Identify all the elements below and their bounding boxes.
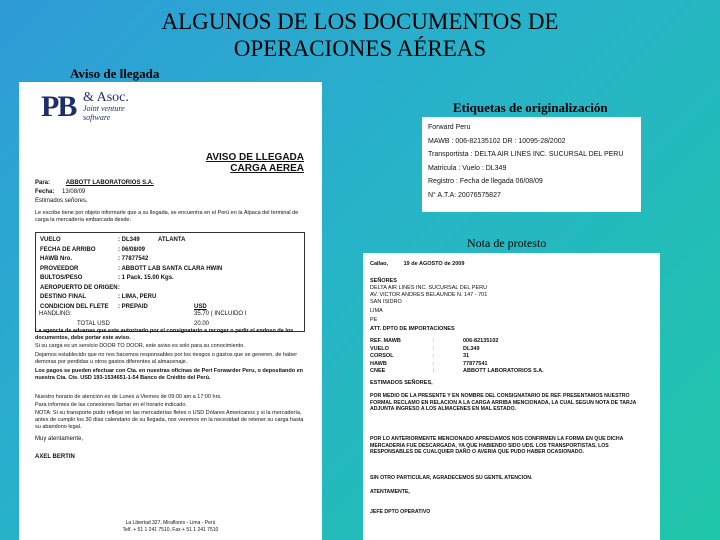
nota-p2: POR LO ANTERIORMENTE MENCIONADO APRECIAMOS NOS CONFIRMEN LA FORMA EN QUE DICHA MERCADERIA FUE DESCARGADA, YA QUE HABIENDO SIDO UDS. LOS TRANSPORTISTAS, LOS RESPONSABLES DE CUALQUIER DAÑO O AVERIA QUE PUDO HABER OCASIONADO.	[370, 436, 624, 455]
nota-p5: JEFE DPTO OPERATIVO	[370, 509, 431, 515]
nota-senores: SEÑORES	[370, 278, 397, 284]
nota-ref-value: 77877541	[463, 360, 488, 367]
fecha-label: Fecha:	[35, 189, 55, 195]
shipment-field-row	[40, 275, 174, 281]
aviso-heading-line2: CARGA AEREA	[230, 163, 304, 174]
label-nota: Nota de protesto	[467, 236, 547, 250]
shipment-field-row	[40, 303, 148, 310]
total-row	[77, 321, 210, 327]
nota-ref-colon: :	[433, 338, 435, 344]
aviso-p2: Si su carga es un servicio DOOR TO DOOR, este aviso es solo para su conocimiento.	[35, 343, 245, 349]
usd-label: USD	[194, 304, 207, 310]
etiqueta-row: Forward Peru	[428, 124, 471, 131]
shipment-field-value: : LIMA, PERU	[118, 294, 157, 300]
nota-estimados: ESTIMADOS SEÑORES,	[370, 380, 433, 386]
total-value: 20.00	[194, 321, 210, 327]
nota-ref-value: DL349	[463, 345, 480, 352]
nota-addr1: DELTA AIR LINES INC. SUCURSAL DEL PERU	[370, 285, 488, 291]
handling-value: 35.70 ( INCLUIDO I	[194, 311, 247, 317]
shipment-field-row	[40, 265, 223, 272]
nota-ref-key: CORSOL	[370, 353, 394, 359]
nota-addr3: SAN ISIDRO	[370, 299, 402, 305]
aviso-intro: Le escribe tiene por objeto informarle que a su llegada, se encuentra en el Perú en la Alpaca del terminal de carga la mercadería embarcada desde:	[35, 210, 299, 223]
nota-addr5: PE	[370, 317, 378, 323]
aviso-p1: La agencia de aduanas que este autorizado por el consignatario a recoger o pedir el endoso de los documentos, debe portar este aviso.	[35, 328, 294, 341]
aviso-p7: NOTA: Si su transporte pudo reflejar en las mercaderías fletes o USD Dólares Americanos y si la mercadería, antes de cumplir los 30 días calendario de su llegada, nos veremos en la necesidad de retener su carga hasta su abandono legal.	[35, 410, 304, 430]
slide-title-line1: ALGUNOS DE LOS DOCUMENTOS DE	[161, 9, 559, 34]
shipment-field-value: :	[118, 284, 120, 291]
etiquetas-document	[422, 117, 641, 212]
nota-addr2: AV. VICTOR ANDRES BELAUNDE N. 147 - 701	[370, 292, 488, 298]
etiqueta-row: Matricula : Vuelo : DL349	[428, 164, 507, 172]
aviso-sign2: AXEL BERTIN	[35, 454, 75, 460]
footer-line2: Telf. + 51 1 241 7510, Fax + 51 1 241 7510	[122, 527, 219, 533]
aviso-heading	[206, 152, 304, 174]
logo-sub-line2: software	[83, 113, 111, 122]
nota-ref-key: HAWB	[370, 360, 387, 367]
shipment-field-value: : PREPAID	[118, 303, 148, 310]
nota-ref-colon: :	[433, 353, 435, 359]
shipment-field-key: AEROPUERTO DE ORIGEN	[40, 284, 118, 291]
shipment-field-row	[40, 237, 186, 243]
para-label: Para:	[35, 180, 51, 186]
etiqueta-row: Registro : Fecha de llegada 06/08/09	[428, 178, 543, 185]
shipment-field-value: : 77877542	[118, 256, 149, 262]
shipment-field-row	[40, 256, 149, 262]
nota-ref-key: REF. MAWB	[370, 338, 401, 344]
aviso-p5: Nuestro horario de atención es de Lunes a Viernes de 09:00 am a 17:00 hrs.	[35, 394, 222, 400]
nota-ref-colon: :	[433, 360, 435, 367]
para-value: ABBOTT LABORATORIOS S.A.	[65, 180, 154, 186]
aviso-p6: Para informes de las conexiones llamar en el horario indicado.	[35, 402, 187, 408]
nota-addr4: LIMA	[370, 308, 383, 314]
logo-subtitle	[83, 104, 125, 122]
shipment-field-row	[40, 285, 118, 291]
total-label: TOTAL USD	[77, 321, 110, 327]
nota-p4: ATENTAMENTE,	[370, 489, 410, 495]
logo-sub-line1: Joint venture	[83, 104, 125, 113]
nota-document	[363, 253, 660, 540]
slide-title-line2: OPERACIONES AÉREAS	[233, 36, 487, 61]
shipment-field-value: : DL349	[118, 237, 140, 243]
shipment-field-key: CONDICION DEL FLETE	[40, 303, 109, 310]
footer-line1: La Libertad 327, Miraflores - Lima - Perú	[125, 520, 216, 526]
handling-label: HANDLING:	[39, 311, 72, 317]
slide-title	[0, 8, 720, 62]
nota-date: 19 de AGOSTO de 2009	[403, 261, 465, 267]
nota-p3: SIN OTRO PARTICULAR, AGRADECEMOS SU GENTIL ATENCION.	[370, 475, 533, 481]
label-aviso: Aviso de llegada	[70, 66, 160, 81]
etiqueta-row: MAWB : 006-82135102 DR : 10095-28/2002	[428, 137, 566, 145]
nota-ref-value: ABBOTT LABORATORIOS S.A.	[463, 368, 544, 374]
nota-ref-colon: :	[433, 345, 435, 352]
shipment-field-row	[40, 246, 146, 253]
nota-att: ATT. DPTO DE IMPORTACIONES	[370, 326, 455, 332]
shipment-field-row	[40, 294, 157, 300]
label-etiquetas: Etiquetas de originalización	[453, 100, 608, 115]
shipment-field-key: VUELO	[40, 237, 61, 243]
shipment-field-key: HAWB Nro.	[40, 256, 72, 262]
estimados-aviso: Estimados señores,	[35, 198, 88, 204]
shipment-field-value: : ABBOTT LAB SANTA CLARA HWIN	[118, 265, 223, 272]
shipment-field-key: FECHA DE ARRIBO	[40, 246, 96, 253]
aviso-document	[19, 82, 322, 540]
aviso-p4: Los pagos se pueden efectuar con Cta. en nuestras oficinas de Pert Forwarder Peru, o depositando en nuestra Cta. Cte. USD 193-1534651-1-54 Banco de Crédito del Perú.	[35, 368, 304, 381]
logo-asoc: & Asoc.	[83, 90, 129, 105]
nota-ref-key: CNEE	[370, 368, 386, 374]
nota-city-date	[370, 261, 464, 267]
shipment-field-key: BULTOS/PESO	[40, 275, 83, 281]
nota-ref-colon: :	[433, 368, 435, 374]
etiqueta-row: N° A.T.A: 20076575827	[428, 191, 501, 199]
para-row	[35, 180, 154, 186]
fecha-value: 13/08/09	[62, 189, 86, 195]
nota-ref-value: 31	[463, 353, 470, 359]
shipment-field-key: PROVEEDOR	[40, 265, 79, 272]
nota-ref-key: VUELO	[370, 345, 389, 352]
shipment-details-box	[35, 232, 305, 332]
company-logo: PB	[41, 90, 76, 123]
aviso-p3: Dejamos establecido que no nos hacemos responsables por los riesgos o gastos que se generen, de haber demoras por perdidas u otros gastos diferentes al almacenaje.	[35, 352, 298, 365]
shipment-field-value: : 1 Pack. 15.00 Kgs.	[118, 275, 174, 281]
handling-row	[39, 311, 247, 317]
fecha-row	[35, 189, 85, 195]
nota-ref-value: 006-82135102	[463, 338, 499, 344]
shipment-field-value: : 06/08/09	[118, 246, 146, 253]
shipment-field-key: DESTINO FINAL	[40, 294, 86, 300]
aviso-footer	[19, 520, 322, 534]
aviso-sign1: Muy atentamente,	[35, 436, 84, 442]
nota-city: Callao,	[370, 261, 389, 267]
etiqueta-row: Transportista : DELTA AIR LINES INC. SUCURSAL DEL PERU	[428, 151, 624, 158]
nota-p1: POR MEDIO DE LA PRESENTE Y EN NOMBRE DEL CONSIGNATARIO DE REF. PRESENTAMOS NUESTRO FORMAL RECLAMO EN RELACION A LA CARGA ARRIBA MENCIONADA, LA CUAL SEGUN NOTA DE TARJA ADJUNTA INGRESO A LOS ALMACENES EN MAL ESTADO.	[370, 393, 637, 412]
shipment-field-extra: ATLANTA	[158, 237, 186, 243]
aviso-heading-line1: AVISO DE LLEGADA	[205, 152, 304, 163]
